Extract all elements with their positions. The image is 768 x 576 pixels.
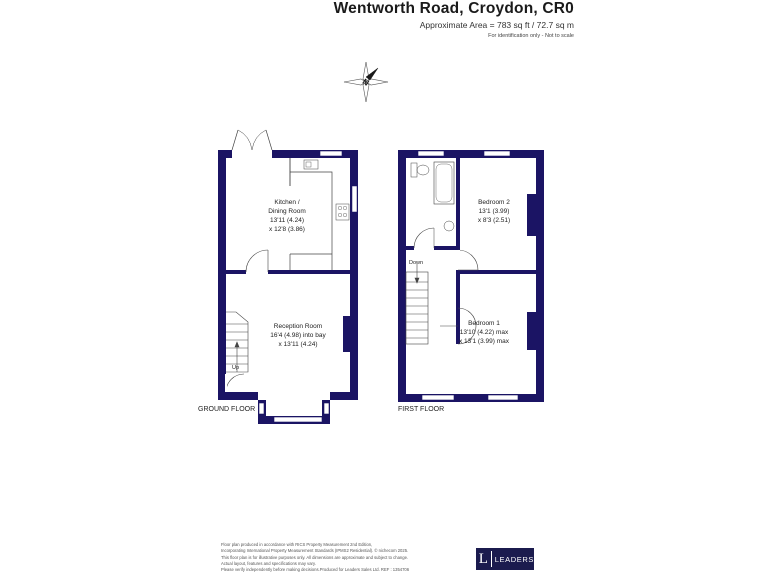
disclaimer-line: Actual layout, features and specifications may vary. (221, 560, 316, 566)
disclaimer-line: Floor plan produced in accordance with RICS Property Measurement 2nd Edition, (221, 542, 373, 547)
room-dimension: x 13'1 (3.99) max (458, 338, 509, 345)
chimney-breast (527, 312, 536, 350)
logo-text: LEADERS (494, 554, 534, 564)
room-label-reception (258, 322, 338, 349)
window (352, 186, 357, 212)
approximate-area: Approximate Area = 783 sq ft / 72.7 sq m (419, 20, 574, 30)
room-name: Bedroom 1 (468, 320, 500, 327)
room-dimension: x 13'11 (4.24) (278, 341, 318, 348)
door-opening (232, 150, 272, 158)
room-name: Reception Room (273, 323, 323, 330)
ground-floor-plan (218, 130, 358, 424)
disclaimer (221, 542, 466, 573)
wall (268, 270, 358, 274)
stairs-ground (226, 312, 248, 372)
room-dimension: 13'10 (4.22) max (459, 329, 509, 336)
ground-floor-label: GROUND FLOOR (198, 406, 256, 413)
wall (398, 150, 406, 402)
chimney-breast (343, 316, 352, 352)
stairs-first (406, 264, 428, 344)
room-dimension: x 12'8 (3.86) (269, 226, 305, 233)
disclaimer-line: Please verify independently before making decisions.Produced for Leaders Sales Ltd. REF : 1354706 (221, 567, 410, 573)
window (274, 417, 322, 422)
compass-letter: N (360, 77, 371, 88)
window (422, 395, 454, 400)
first-floor-plan (398, 150, 544, 402)
window (484, 151, 510, 156)
toilet-icon (411, 163, 429, 177)
room-dimension: 16'4 (4.98) into bay (270, 332, 326, 339)
leaders-logo (476, 548, 534, 570)
room-name: Kitchen / (274, 199, 300, 206)
wall (434, 246, 460, 250)
hob-icon (336, 204, 349, 220)
stairs-down-label: Down (409, 260, 424, 266)
room-name: Bedroom 2 (478, 199, 510, 206)
window (259, 403, 264, 414)
wall (536, 150, 544, 402)
bath-icon (434, 162, 454, 204)
window (488, 395, 518, 400)
wall (460, 270, 536, 274)
room-dimension: x 8'3 (2.51) (477, 217, 511, 224)
wall (330, 392, 358, 400)
wall (218, 270, 246, 274)
identification-note: For identification only - Not to scale (488, 33, 574, 39)
wall (218, 392, 258, 400)
first-floor-label: FIRST FLOOR (398, 406, 445, 413)
window (418, 151, 444, 156)
stairs-up-label: Up (232, 365, 240, 371)
window (320, 151, 342, 156)
room-dimension: 13'1 (3.99) (478, 208, 510, 215)
wall (398, 394, 544, 402)
disclaimer-line: Incorporating International Property Measurement Standards (IPMS2 Residential). © nichecom 2025. (221, 548, 409, 554)
basin-icon (444, 221, 454, 231)
disclaimer-line: This floor plan is for illustrative purposes only. All dimensions are approximate and subject to change. (221, 554, 409, 560)
wall (406, 246, 414, 250)
wall (456, 158, 460, 250)
room-label-bedroom-1 (446, 319, 522, 346)
wall (218, 150, 226, 400)
room-name: Dining Room (268, 208, 306, 215)
window (324, 403, 329, 414)
room-dimension: 13'11 (4.24) (269, 217, 304, 224)
room-label-bedroom-2 (464, 198, 524, 225)
logo-mark: L (478, 551, 492, 567)
property-title: Wentworth Road, Croydon, CR0 (333, 0, 574, 17)
chimney-breast (527, 194, 536, 236)
room-label-kitchen (254, 198, 320, 234)
